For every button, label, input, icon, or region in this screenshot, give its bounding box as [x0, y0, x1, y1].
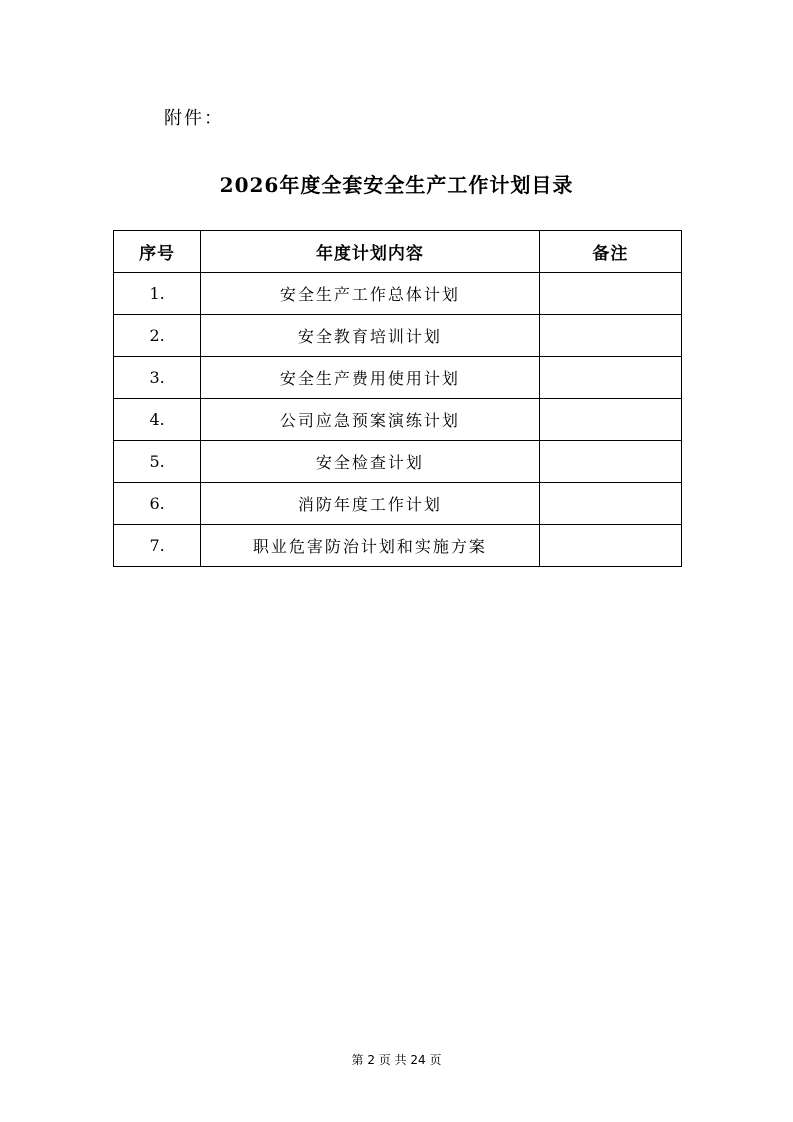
row-remarks [539, 399, 681, 441]
header-plan-content: 年度计划内容 [201, 231, 540, 273]
table-row [114, 525, 682, 567]
plan-catalog-table [113, 230, 682, 567]
row-remarks [539, 315, 681, 357]
row-plan-content: 公司应急预案演练计划 [201, 399, 540, 441]
table-row [114, 315, 682, 357]
document-title: 2026年度全套安全生产工作计划目录 [219, 173, 574, 197]
header-serial-number: 序号 [114, 231, 201, 273]
table-row [114, 399, 682, 441]
row-remarks [539, 273, 681, 315]
row-remarks [539, 525, 681, 567]
table-row [114, 357, 682, 399]
row-number: 6. [114, 483, 201, 525]
row-plan-content: 安全检查计划 [201, 441, 540, 483]
row-number: 2. [114, 315, 201, 357]
row-number: 4. [114, 399, 201, 441]
row-number: 5. [114, 441, 201, 483]
row-number: 1. [114, 273, 201, 315]
row-remarks [539, 483, 681, 525]
page-footer: 第 2 页 共 24 页 [351, 1053, 442, 1067]
row-plan-content: 安全生产工作总体计划 [201, 273, 540, 315]
table-row [114, 273, 682, 315]
row-remarks [539, 357, 681, 399]
attachment-label: 附件： [164, 108, 224, 129]
table-header-row [114, 231, 682, 273]
row-number: 7. [114, 525, 201, 567]
row-plan-content: 安全生产费用使用计划 [201, 357, 540, 399]
row-plan-content: 消防年度工作计划 [201, 483, 540, 525]
table-row [114, 441, 682, 483]
row-remarks [539, 441, 681, 483]
table-row [114, 483, 682, 525]
row-plan-content: 安全教育培训计划 [201, 315, 540, 357]
header-remarks: 备注 [539, 231, 681, 273]
row-number: 3. [114, 357, 201, 399]
row-plan-content: 职业危害防治计划和实施方案 [201, 525, 540, 567]
